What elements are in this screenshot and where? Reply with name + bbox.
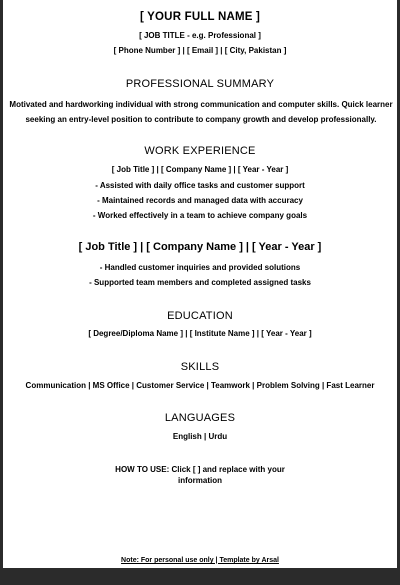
summary-text: Motivated and hardworking individual with strong communication and computer skills. Quick learner seeking an entry-level position to contribute to company growth and develop professionally. — [9, 100, 393, 124]
work-heading: WORK EXPERIENCE — [144, 145, 256, 157]
job-1-bullet-1: - Assisted with daily office tasks and customer support — [95, 181, 305, 190]
languages-line: English | Urdu — [172, 432, 228, 441]
languages-heading: LANGUAGES — [164, 412, 236, 424]
skills-line: Communication | MS Office | Customer Service | Teamwork | Problem Solving | Fast Learner — [25, 381, 375, 390]
job-1-title-line: [ Job Title ] | [ Company Name ] | [ Year - Year ] — [111, 165, 289, 174]
job-2-bullet-2: - Supported team members and completed assigned tasks — [89, 278, 311, 287]
viewer-edge-bottom — [0, 568, 400, 585]
job-2-bullet-1: - Handled customer inquiries and provided solutions — [99, 263, 301, 272]
full-name: [ YOUR FULL NAME ] — [139, 11, 261, 23]
job-title: [ JOB TITLE - e.g. Professional ] — [139, 31, 261, 40]
education-line: [ Degree/Diploma Name ] | [ Institute Name ] | [ Year - Year ] — [88, 329, 312, 338]
job-1-bullet-2: - Maintained records and managed data with accuracy — [97, 196, 303, 205]
skills-heading: SKILLS — [180, 361, 220, 373]
contact-line: [ Phone Number ] | [ Email ] | [ City, Pakistan ] — [113, 46, 287, 55]
footer-note: Note: For personal use only | Template by Arsal — [121, 557, 279, 564]
education-heading: EDUCATION — [167, 310, 233, 322]
job-2-title-line: [ Job Title ] | [ Company Name ] | [ Year - Year ] — [78, 241, 322, 253]
job-1-bullet-3: - Worked effectively in a team to achieve company goals — [92, 211, 308, 220]
how-to-use-text: HOW TO USE: Click [ ] and replace with your information — [115, 465, 285, 485]
summary-heading: PROFESSIONAL SUMMARY — [125, 78, 275, 90]
